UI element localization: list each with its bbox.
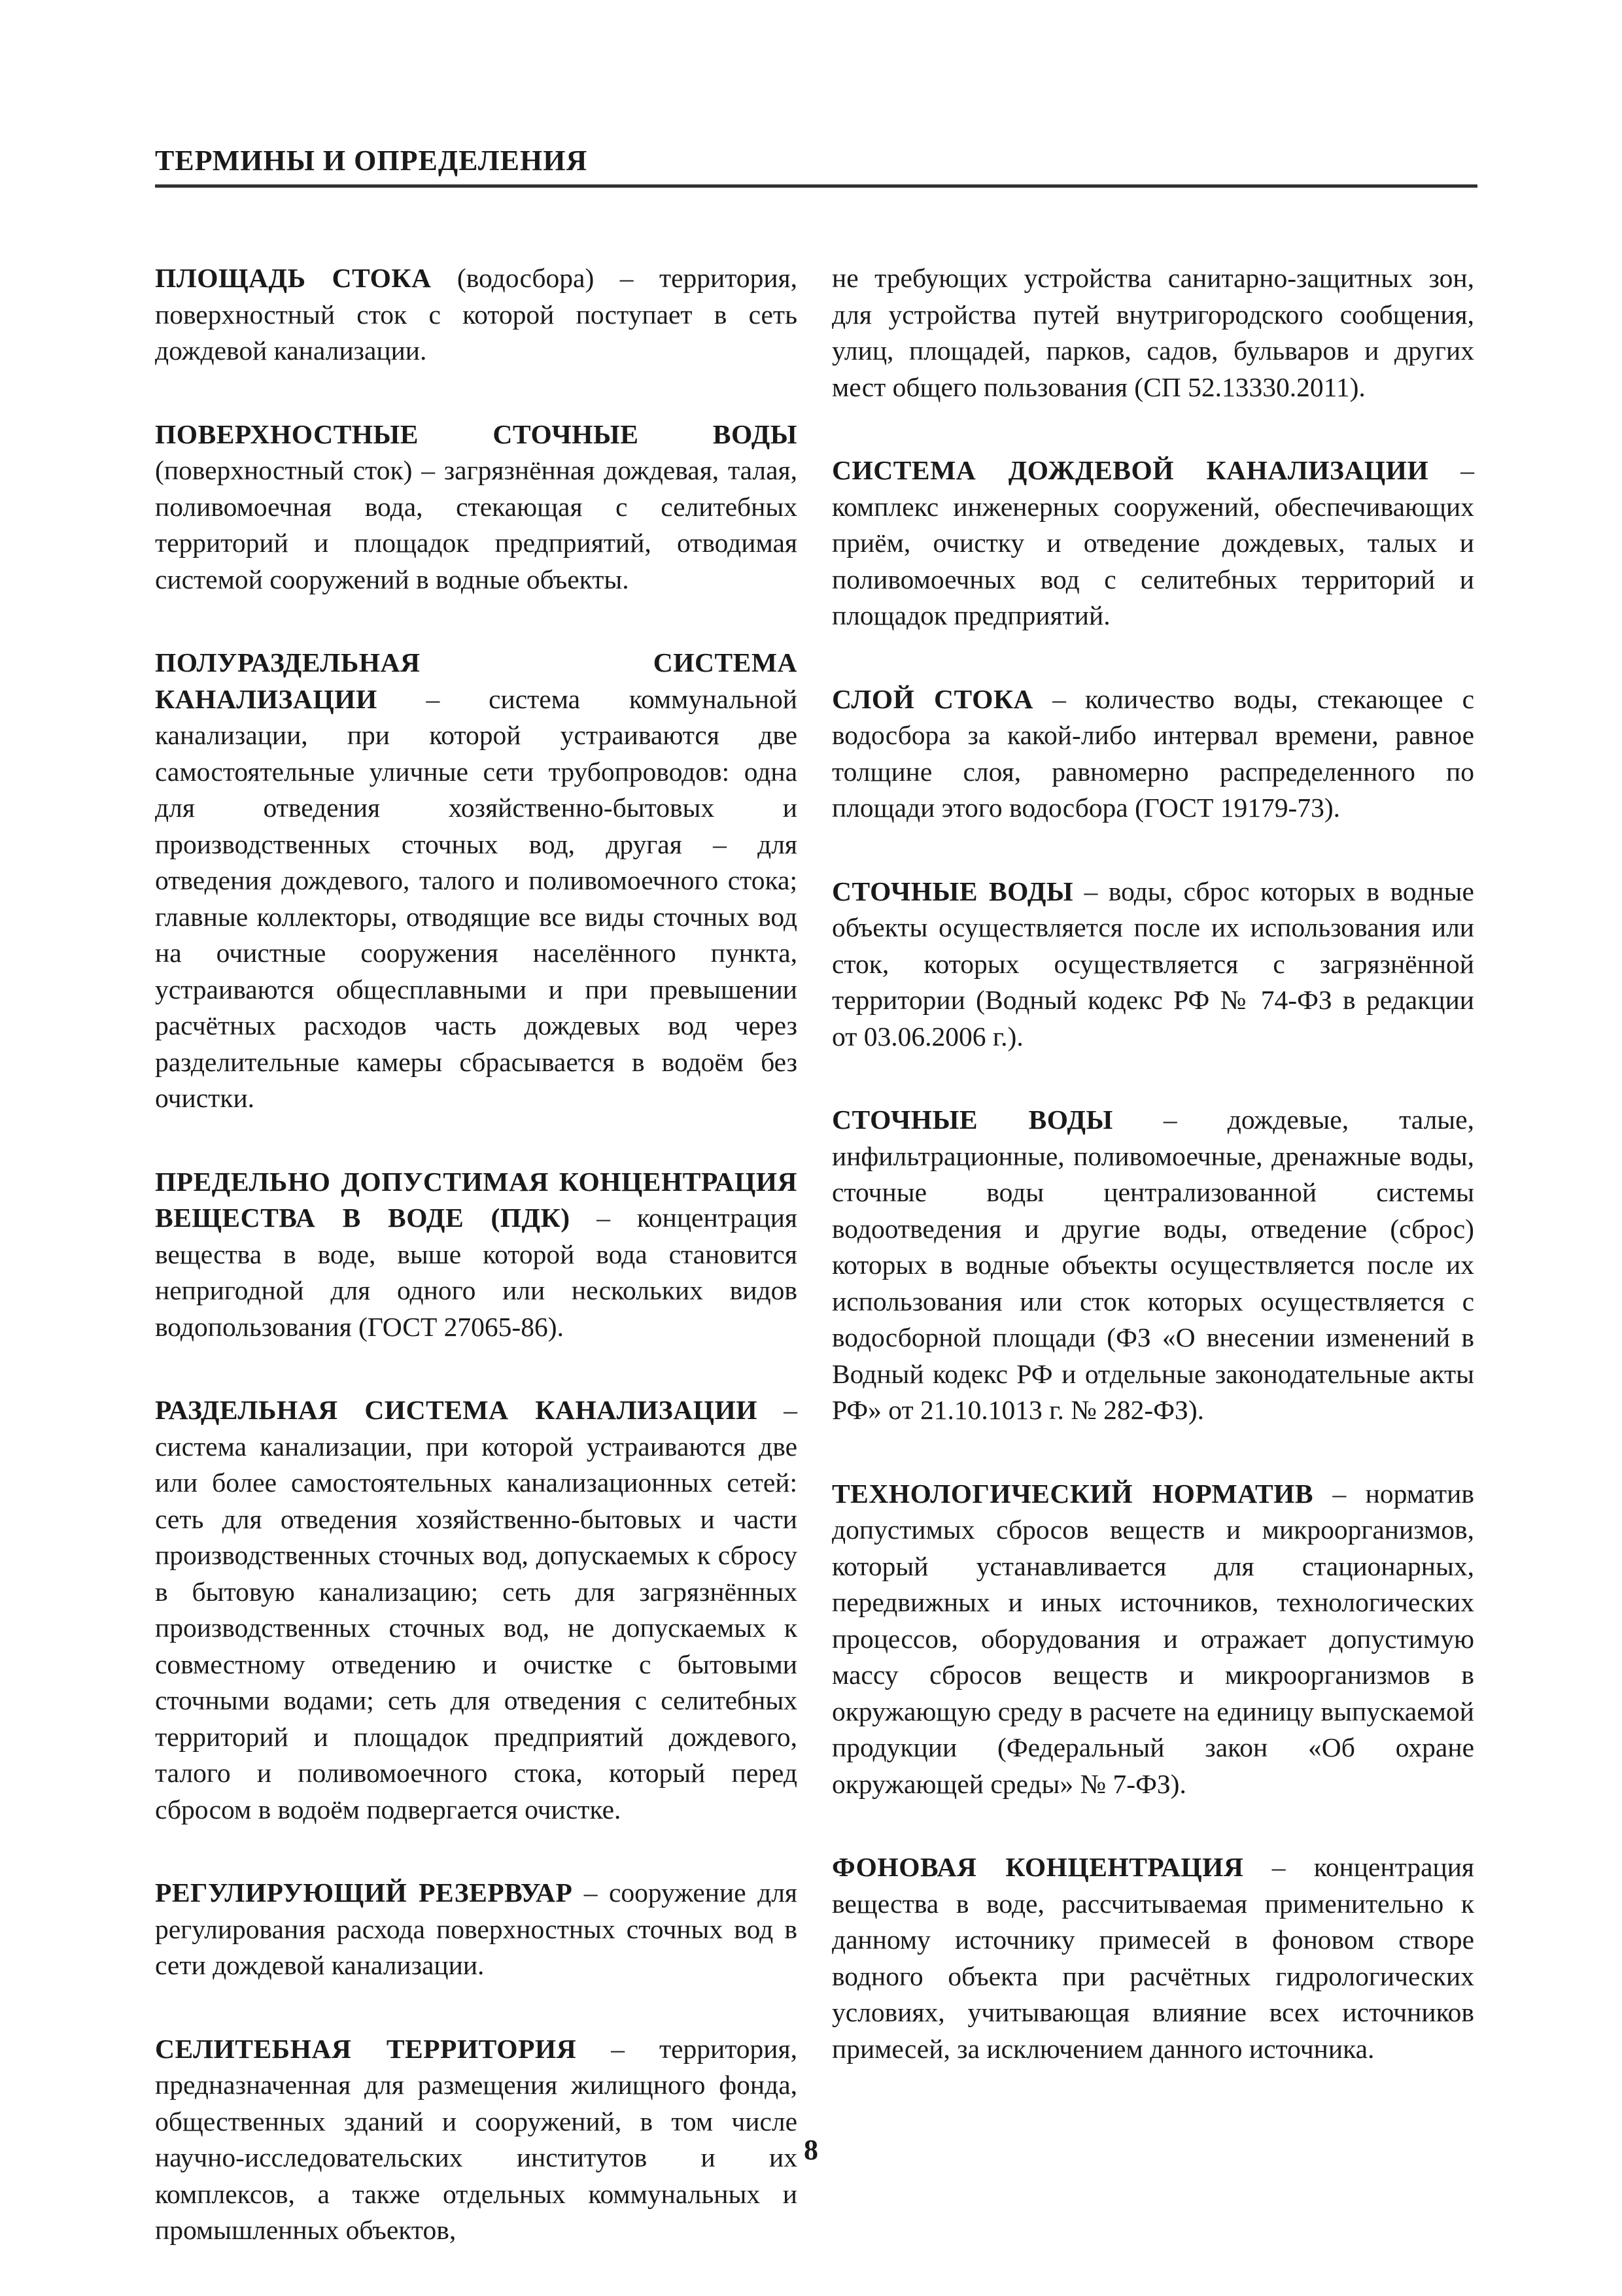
entry-term: РЕГУЛИРУЮЩИЙ РЕЗЕРВУАР (155, 1877, 573, 1908)
right-column (832, 260, 1474, 2114)
entry-definition: – количество воды, стекающее с водосбора за какой-либо интервал времени, равное толщине слоя, равномерно распределенного по площади этого водосбора (ГОСТ 19179-73). (832, 683, 1474, 823)
glossary-entry (832, 681, 1474, 827)
entry-term: РАЗДЕЛЬНАЯ СИСТЕМА КАНАЛИЗАЦИИ (155, 1395, 758, 1425)
entry-term: СИСТЕМА ДОЖДЕВОЙ КАНАЛИЗАЦИИ (832, 455, 1429, 485)
entry-definition: – дождевые, талые, инфильтрационные, поливомоечные, дренажные воды, сточные воды централизованной системы водоотведения и другие воды, отведение (сброс) которых в водные объекты осуществляется после их использования или сток которых осуществляется с водосборной площади (ФЗ «О внесении изменений в Водный кодекс РФ и отдельные законодательные акты РФ» от 21.10.1013 г. № 282-ФЗ). (832, 1105, 1474, 1425)
glossary-entry (832, 1476, 1474, 1803)
glossary-entry (155, 417, 797, 598)
entry-definition: – система коммунальной канализации, при которой устраиваются две самостоятельные уличные сети трубопроводов: одна для отведения хозяйственно-бытовых и производственных сточных вод, другая – для отведения дождевого, талого и поливомоечного стока; главные коллекторы, отводящие все виды сточных вод на очистные сооружения населённого пункта, устраиваются общесплавными и при превышении расчётных расходов часть дождевых вод через разделительные камеры сбрасывается в водоём без очистки. (155, 683, 797, 1113)
glossary-entry (155, 1875, 797, 1984)
entry-definition: – сооружение для регулирования расхода поверхностных сточных вод в сети дождевой канализации. (155, 1877, 797, 1980)
entry-definition: – воды, сброс которых в водные объекты осуществляется после их использования или сток, которых осуществляется с загрязнённой территории (Водный кодекс РФ № 74-ФЗ в редакции от 03.06.2006 г.). (832, 876, 1474, 1052)
glossary-entry (832, 1849, 1474, 2067)
glossary-entry (155, 260, 797, 369)
entry-definition: – норматив допустимых сбросов веществ и микроорганизмов, который устанавливается для стационарных, передвижных и иных источников, технологических процессов, оборудования и отражает допустимую массу сбросов веществ и микроорганизмов в окружающую среду в расчете на единицу выпускаемой продукции (Федеральный закон «Об охране окружающей среды» № 7-ФЗ). (832, 1478, 1474, 1799)
glossary-entry (832, 1102, 1474, 1429)
entry-term: СТОЧНЫЕ ВОДЫ (832, 1105, 1113, 1135)
entry-term: ПЛОЩАДЬ СТОКА (155, 263, 432, 293)
entry-definition: – концентрация вещества в воде, выше которой вода становится непригодной для одного или нескольких видов водопользования (ГОСТ 27065-86). (155, 1203, 797, 1342)
entry-term: ПОВЕРХНОСТНЫЕ СТОЧНЫЕ ВОДЫ (155, 419, 797, 449)
left-column (155, 260, 797, 2296)
entry-definition: – концентрация вещества в воде, рассчитываемая применительно к данному источнику примесей в фоновом створе водного объекта при расчётных гидрологических условиях, учитывающая влияние всех источников примесей, за исключением данного источника. (832, 1852, 1475, 2064)
entry-term: ТЕХНОЛОГИЧЕСКИЙ НОРМАТИВ (832, 1478, 1314, 1509)
entry-term: ПРЕДЕЛЬНО ДОПУСТИМАЯ КОНЦЕНТРАЦИЯ ВЕЩЕСТВА В ВОДЕ (ПДК) (155, 1166, 797, 1233)
entry-term: ФОНОВАЯ КОНЦЕНТРАЦИЯ (832, 1852, 1244, 1882)
glossary-entry (832, 453, 1474, 634)
page-number: 8 (804, 2134, 818, 2166)
entry-definition: – комплекс инженерных сооружений, обеспечивающих приём, очистку и отведение дождевых, талых и поливомоечных вод с селитебных территорий и площадок предприятий. (832, 455, 1474, 630)
entry-definition: – территория, предназначенная для размещения жилищного фонда, общественных зданий и сооружений, в том числе научно-исследовательских институтов и их комплексов, а также отдельных коммунальных и промышленных объектов, (155, 2033, 797, 2245)
entry-term: СТОЧНЫЕ ВОДЫ (832, 876, 1074, 906)
entry-term: ПОЛУРАЗДЕЛЬНАЯ СИСТЕМА КАНАЛИЗАЦИИ (155, 647, 797, 714)
glossary-entry-continued (832, 260, 1474, 405)
entry-definition: не требующих устройства санитарно-защитных зон, для устройства путей внутригородского сообщения, улиц, площадей, парков, садов, бульваров и других мест общего пользования (СП 52.13330.2011). (832, 263, 1474, 402)
glossary-entry (155, 645, 797, 1117)
entry-definition: – система канализации, при которой устраиваются две или более самостоятельных канализационных сетей: сеть для отведения хозяйственно-бытовых и части производственных сточных вод, допускаемых к сбросу в бытовую канализацию; сеть для загрязнённых производственных сточных вод, не допускаемых к совместному отведению и очистке с бытовыми сточными водами; сеть для отведения с селитебных территорий и площадок предприятий дождевого, талого и поливомоечного стока, который перед сбросом в водоём подвергается очистке. (155, 1395, 798, 1825)
page-title: ТЕРМИНЫ И ОПРЕДЕЛЕНИЯ (155, 145, 588, 177)
entry-definition: (поверхностный сток) – загрязнённая дождевая, талая, поливомоечная вода, стекающая с селитебных территорий и площадок предприятий, отводимая системой сооружений в водные объекты. (155, 455, 797, 594)
entry-term: СЕЛИТЕБНАЯ ТЕРРИТОРИЯ (155, 2033, 577, 2064)
glossary-entry (155, 1164, 797, 1346)
glossary-entry (832, 874, 1474, 1055)
page-header (155, 139, 1477, 188)
glossary-entry (155, 1392, 797, 1828)
entry-term: СЛОЙ СТОКА (832, 683, 1034, 714)
entry-definition: (водосбора) – территория, поверхностный сток с которой поступает в сеть дождевой канализации. (155, 263, 797, 366)
